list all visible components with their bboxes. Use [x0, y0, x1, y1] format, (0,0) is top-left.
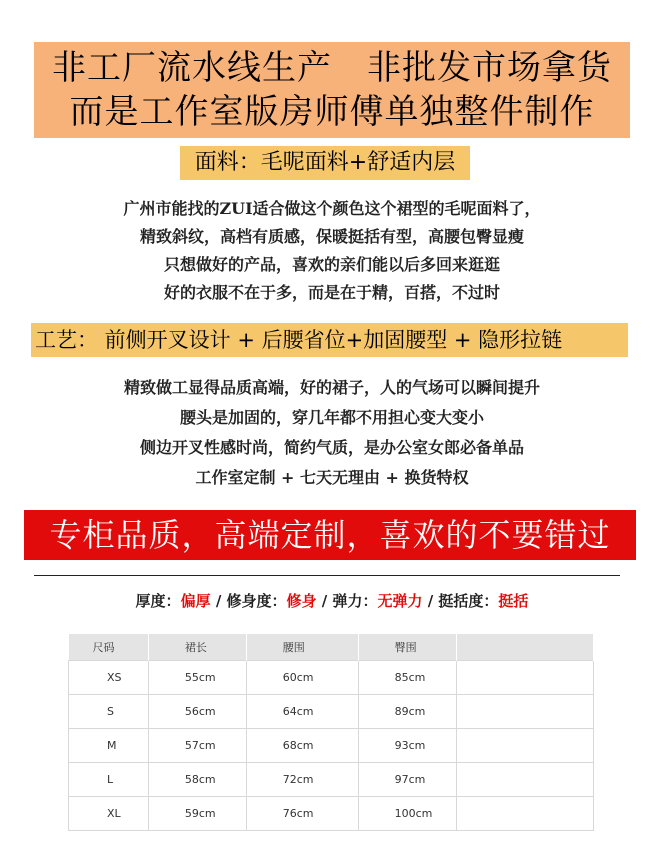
cell-length: 57cm: [148, 729, 246, 763]
table-row: [69, 661, 594, 695]
cell-hip: 89cm: [358, 695, 456, 729]
size-table-header: [69, 634, 594, 661]
stretch-label: / 弹力：: [321, 592, 378, 610]
fit-value: 修身: [286, 592, 317, 610]
cell-waist: 68cm: [246, 729, 358, 763]
fit-label: / 修身度：: [215, 592, 287, 610]
cell-size: M: [69, 729, 149, 763]
table-row: [69, 729, 594, 763]
craft-line: 腰头是加固的，穿几年都不用担心变大变小: [179, 408, 484, 427]
fabric-heading: 面料：毛呢面料+舒适内层: [180, 146, 470, 180]
header-size: 尺码: [69, 634, 149, 661]
table-row: [69, 695, 594, 729]
cell-waist: 72cm: [246, 763, 358, 797]
top-banner: [34, 42, 630, 138]
header-length: 裙长: [148, 634, 246, 661]
cell-waist: 64cm: [246, 695, 358, 729]
table-row: [69, 797, 594, 831]
craft-line: 侧边开叉性感时尚，简约气质，是办公室女郎必备单品: [139, 438, 524, 457]
fabric-line: 只想做好的产品，喜欢的亲们能以后多回来逛逛: [163, 255, 500, 274]
cell-hip: 100cm: [358, 797, 456, 831]
cell-size: S: [69, 695, 149, 729]
table-row: [69, 763, 594, 797]
cell-empty: [456, 695, 594, 729]
cell-length: 56cm: [148, 695, 246, 729]
thickness-value: 偏厚: [180, 592, 211, 610]
cell-size: XS: [69, 661, 149, 695]
header-hip: 臀围: [358, 634, 456, 661]
banner-line-1: 非工厂流水线生产 非批发市场拿货: [52, 48, 612, 88]
fabric-description: [0, 195, 664, 307]
slogan-banner: 专柜品质，高端定制，喜欢的不要错过: [24, 510, 636, 560]
cell-hip: 97cm: [358, 763, 456, 797]
stiffness-label: / 挺括度：: [427, 592, 499, 610]
craft-description: [0, 373, 664, 493]
cell-length: 55cm: [148, 661, 246, 695]
cell-size: XL: [69, 797, 149, 831]
cell-waist: 76cm: [246, 797, 358, 831]
header-waist: 腰围: [246, 634, 358, 661]
cell-empty: [456, 797, 594, 831]
cell-empty: [456, 661, 594, 695]
craft-heading: 工艺： 前侧开叉设计 + 后腰省位+加固腰型 + 隐形拉链: [31, 323, 628, 357]
cell-waist: 60cm: [246, 661, 358, 695]
banner-line-2: 而是工作室版房师傅单独整件制作: [69, 92, 595, 132]
craft-line: 工作室定制 + 七天无理由 + 换货特权: [195, 468, 469, 487]
attribute-line: [0, 590, 664, 611]
craft-line: 精致做工显得品质高端，好的裙子，人的气场可以瞬间提升: [123, 378, 540, 397]
thickness-label: 厚度：: [135, 592, 181, 610]
cell-empty: [456, 729, 594, 763]
stiffness-value: 挺括: [498, 592, 529, 610]
cell-length: 58cm: [148, 763, 246, 797]
cell-empty: [456, 763, 594, 797]
fabric-line: 好的衣服不在于多，而是在于精，百搭，不过时: [163, 283, 500, 302]
divider: [34, 575, 620, 576]
fabric-line: 广州市能找的ZUI适合做这个颜色这个裙型的毛呢面料了，: [123, 199, 541, 218]
cell-length: 59cm: [148, 797, 246, 831]
fabric-line: 精致斜纹，高档有质感，保暖挺括有型，高腰包臀显瘦: [139, 227, 524, 246]
cell-hip: 93cm: [358, 729, 456, 763]
stretch-value: 无弹力: [377, 592, 423, 610]
cell-size: L: [69, 763, 149, 797]
header-empty: [456, 634, 594, 661]
size-table: [68, 634, 594, 831]
cell-hip: 85cm: [358, 661, 456, 695]
